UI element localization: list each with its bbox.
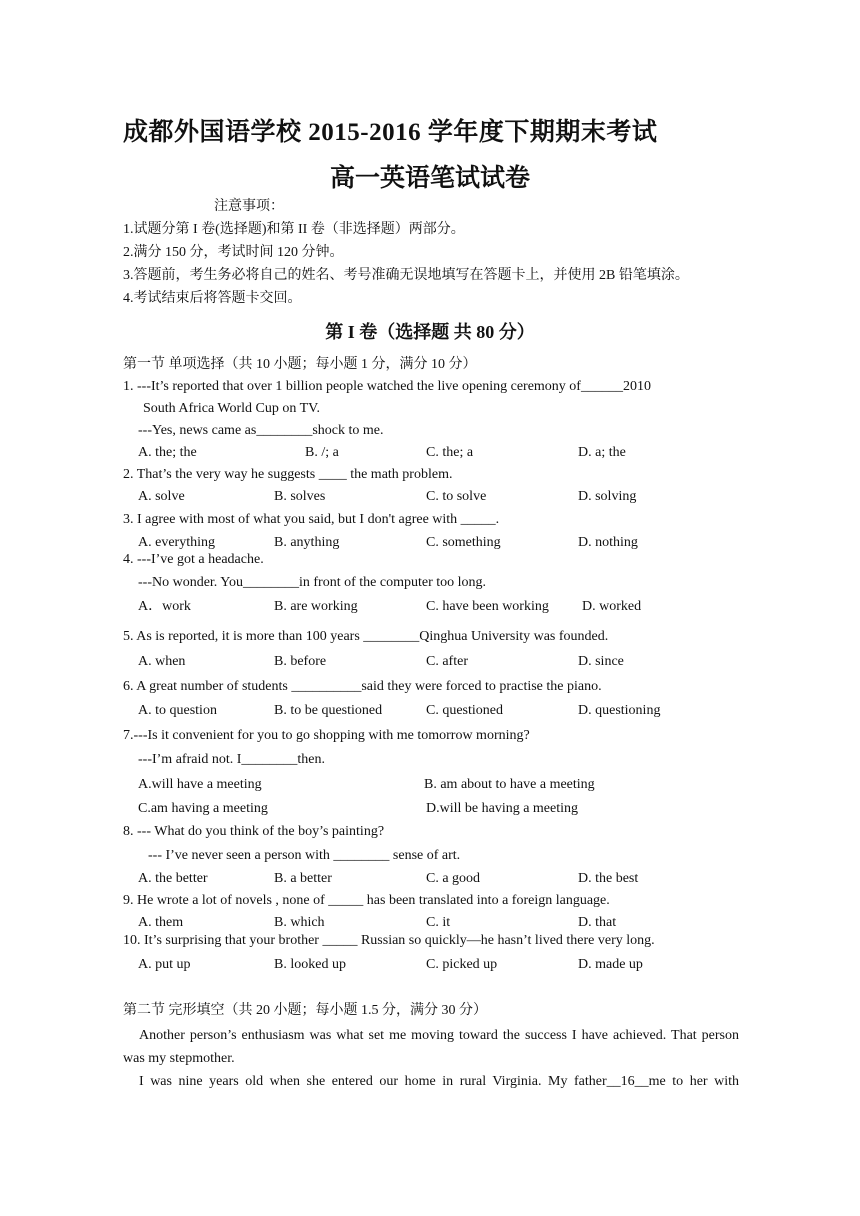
option-c: C. to solve (426, 489, 487, 504)
question-stem: South Africa World Cup on TV. (143, 401, 320, 416)
question-stem: ---Yes, news came as________shock to me. (138, 423, 384, 438)
option-c: C. the; a (426, 445, 474, 460)
option-a: A. the better (138, 871, 208, 886)
question-stem: 8. --- What do you think of the boy’s painting? (123, 824, 385, 839)
section1-heading: 第一节 单项选择（共 10 小题；每小题 1 分，满分 10 分） (123, 357, 477, 372)
option-b: B. to be questioned (274, 703, 383, 718)
option-c: C. something (426, 535, 501, 550)
cloze-paragraph: Another person’s enthusiasm was what set me moving toward the success I have achieved. That person was my stepmother. (123, 1028, 739, 1066)
exam-subtitle: 高一英语笔试试卷 (329, 165, 530, 192)
option-c: C. questioned (426, 703, 503, 718)
question-stem: 3. I agree with most of what you said, but I don't agree with _____. (123, 512, 500, 527)
option-c: C. picked up (426, 957, 498, 972)
option-a: A. them (138, 915, 184, 930)
option-d: D. solving (578, 489, 637, 504)
option-b: B. which (274, 915, 325, 930)
option-a: A.will have a meeting (138, 777, 262, 792)
part1-title: 第 I 卷（选择题 共 80 分） (325, 322, 535, 342)
option-c: C. after (426, 654, 468, 669)
option-b: B. solves (274, 489, 326, 504)
question-stem: 2. That’s the very way he suggests ____ the math problem. (123, 467, 453, 482)
question-stem: 7.---Is it convenient for you to go shopping with me tomorrow morning? (123, 728, 530, 743)
notice-item: 2.满分 150 分，考试时间 120 分钟。 (123, 245, 344, 260)
question-stem: 10. It’s surprising that your brother _____ Russian so quickly—he hasn’t lived there very long. (123, 933, 655, 948)
cloze-paragraph: I was nine years old when she entered our home in rural Virginia. My father__16__me to her with (139, 1074, 739, 1089)
option-c: C. a good (426, 871, 481, 886)
option-a: A. put up (138, 957, 191, 972)
question-stem: ---No wonder. You________in front of the computer too long. (138, 575, 487, 590)
option-c: C. it (426, 915, 451, 930)
option-b: B. are working (274, 599, 358, 614)
option-b: B. a better (274, 871, 332, 886)
option-d: D. nothing (578, 535, 638, 550)
exam-title: 成都外国语学校 2015-2016 学年度下期期末考试 (123, 119, 658, 146)
option-d: D.will be having a meeting (426, 801, 579, 816)
option-a: A. to question (138, 703, 217, 718)
question-stem: 9. He wrote a lot of novels , none of _____ has been translated into a foreign language. (123, 893, 610, 908)
option-b: B. /; a (305, 445, 339, 460)
option-c: C.am having a meeting (138, 801, 268, 816)
option-d: D. since (578, 654, 624, 669)
question-stem: 6. A great number of students __________said they were forced to practise the piano. (123, 679, 602, 694)
question-stem: 5. As is reported, it is more than 100 years ________Qinghua University was founded. (123, 629, 609, 644)
option-a: A. everything (138, 535, 215, 550)
option-a: A. the; the (138, 445, 197, 460)
option-b: B. before (274, 654, 327, 669)
option-a: A．work (138, 599, 191, 614)
option-a: A. solve (138, 489, 185, 504)
notice-item: 1.试题分第 I 卷(选择题)和第 II 卷（非选择题）两部分。 (123, 222, 465, 237)
option-c: C. have been working (426, 599, 549, 614)
notice-item: 3.答题前，考生务必将自己的姓名、考号准确无误地填写在答题卡上，并使用 2B 铅笔填涂。 (123, 268, 689, 283)
option-d: D. worked (582, 599, 642, 614)
option-d: D. the best (578, 871, 639, 886)
notice-heading: 注意事项： (214, 199, 284, 214)
option-a: A. when (138, 654, 186, 669)
question-stem: 4. ---I’ve got a headache. (123, 552, 264, 567)
option-b: B. anything (274, 535, 340, 550)
question-stem: ---I’m afraid not. I________then. (138, 752, 325, 767)
question-stem: 1. ---It’s reported that over 1 billion people watched the live opening ceremony of______2010 (123, 379, 651, 394)
notice-item: 4.考试结束后将答题卡交回。 (123, 291, 302, 306)
option-b: B. am about to have a meeting (424, 777, 595, 792)
question-stem: --- I’ve never seen a person with ________ sense of art. (148, 848, 461, 863)
option-b: B. looked up (274, 957, 346, 972)
option-d: D. that (578, 915, 617, 930)
section2-heading: 第二节 完形填空（共 20 小题；每小题 1.5 分，满分 30 分） (123, 1003, 487, 1018)
option-d: D. questioning (578, 703, 661, 718)
option-d: D. made up (578, 957, 643, 972)
option-d: D. a; the (578, 445, 626, 460)
